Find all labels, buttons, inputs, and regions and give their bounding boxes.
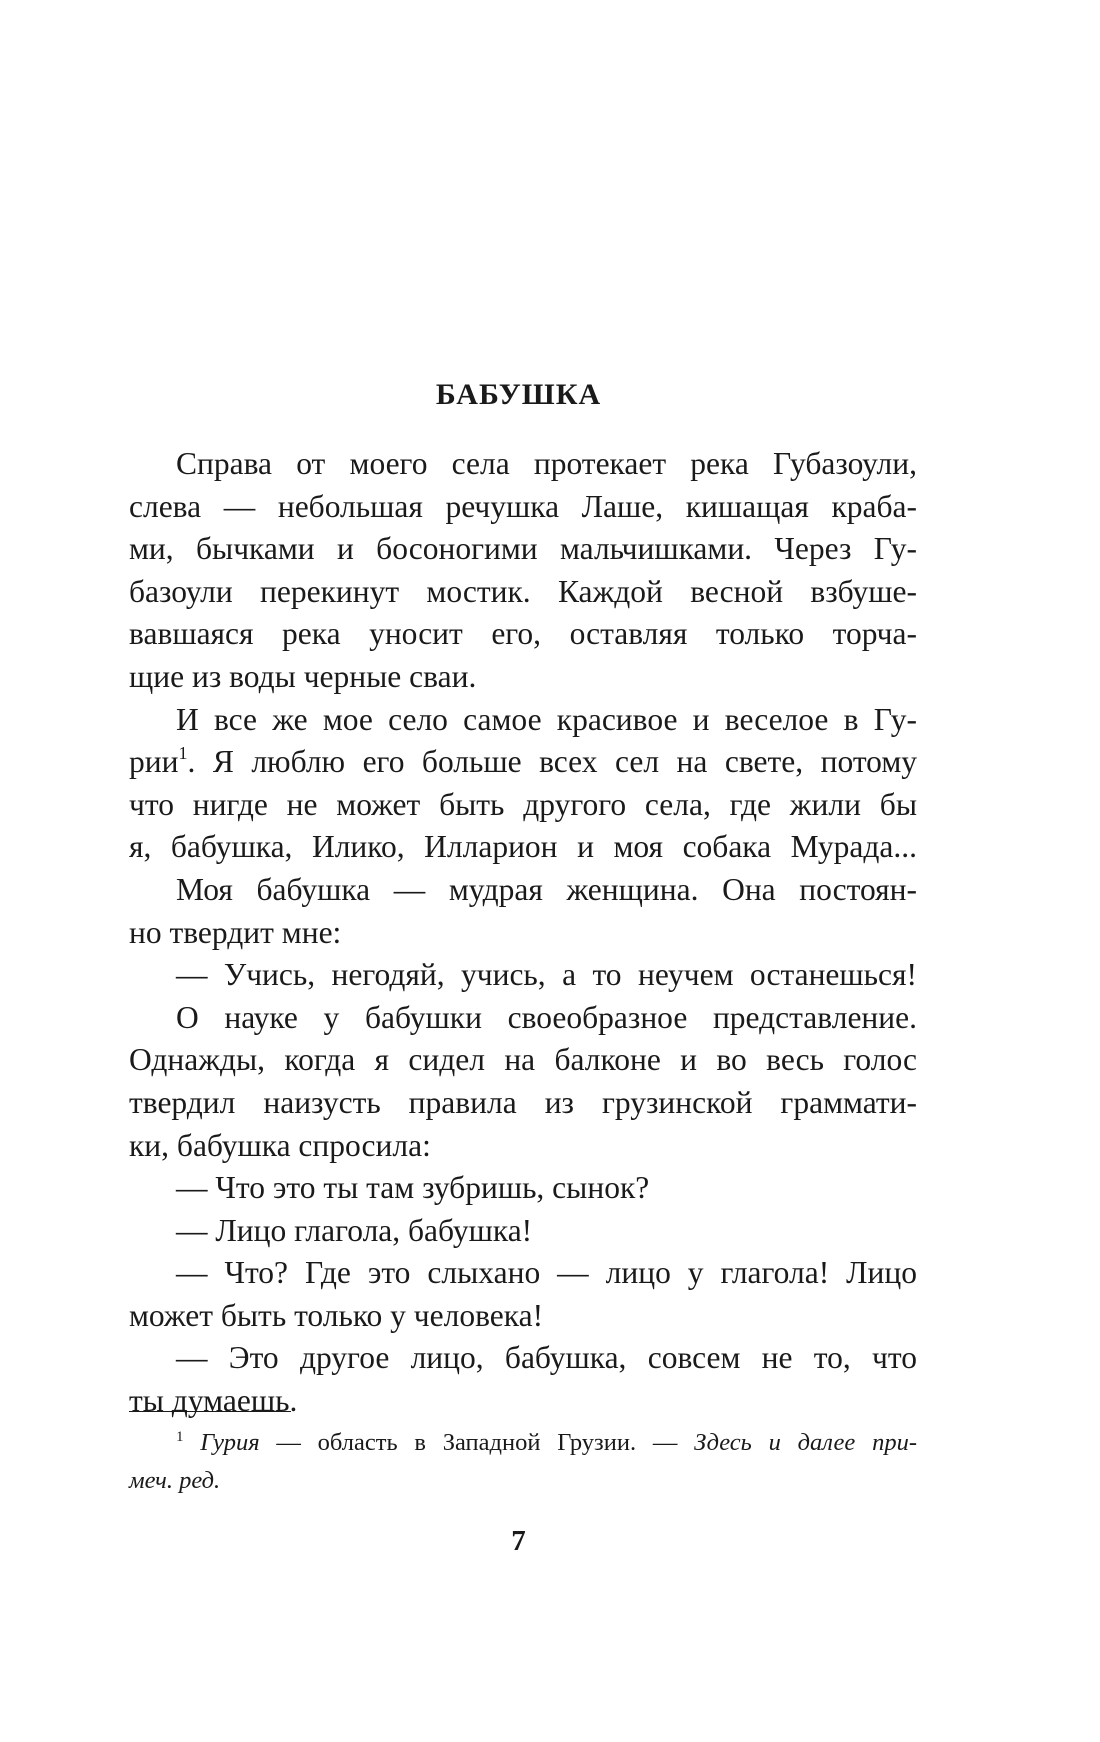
text-fragment: рии xyxy=(129,744,179,780)
footnote-term: Гурия xyxy=(200,1429,260,1456)
text-line: я, бабушка, Илико, Илларион и моя собака Мурада... xyxy=(129,829,917,865)
text-fragment: . Я люблю его больше всех сел на свете, потому xyxy=(187,744,917,780)
text-line: ты думаешь. xyxy=(129,1383,298,1419)
footnote-divider xyxy=(129,1411,291,1412)
text-line: базоули перекинут мостик. Каждой весной взбуше- xyxy=(129,573,917,609)
footnote-ref: 1 xyxy=(178,743,188,764)
text-line: может быть только у человека! xyxy=(129,1297,544,1333)
footnote-note: меч. ред. xyxy=(129,1467,221,1494)
text-line: но твердит мне: xyxy=(129,914,342,950)
text-line: слева — небольшая речушка Лаше, кишащая краба- xyxy=(129,488,917,524)
footnote-line xyxy=(129,1424,917,1462)
text-line: — Что это ты там зубришь, сынок? xyxy=(176,1170,650,1206)
text-line: — Учись, негодяй, учись, а то неучем останешься! xyxy=(176,957,917,993)
text-line: что нигде не может быть другого села, где жили бы xyxy=(129,786,917,822)
text-line: О науке у бабушки своеобразное представление. xyxy=(176,999,917,1035)
footnote xyxy=(129,1424,917,1500)
footnote-text: — область в Западной Грузии. — xyxy=(259,1429,695,1456)
page-number: 7 xyxy=(511,1525,526,1557)
footnote-line xyxy=(129,1462,917,1500)
footnote-note: Здесь и далее при- xyxy=(694,1429,917,1456)
text-line: вавшаяся река уносит его, оставляя только торча- xyxy=(129,616,917,652)
text-line: — Что? Где это слыхано — лицо у глагола! Лицо xyxy=(176,1255,917,1291)
text-line: ми, бычками и босоногими мальчишками. Через Гу- xyxy=(129,531,917,567)
text-line: — Это другое лицо, бабушка, совсем не то, что xyxy=(176,1340,917,1376)
footnote-marker: 1 xyxy=(176,1429,184,1445)
text-line: твердил наизусть правила из грузинской граммати- xyxy=(129,1084,917,1120)
text-line xyxy=(129,741,917,784)
text-line: щие из воды черные сваи. xyxy=(129,658,477,694)
chapter-title: БАБУШКА xyxy=(435,378,602,411)
text-line: Справа от моего села протекает река Губазоули, xyxy=(176,446,917,481)
body-text xyxy=(129,443,917,1423)
text-line: ки, бабушка спросила: xyxy=(129,1127,431,1163)
text-line: Однажды, когда я сидел на балконе и во весь голос xyxy=(129,1042,917,1078)
text-line: И все же мое село самое красивое и веселое в Гу- xyxy=(176,701,917,737)
text-line: Моя бабушка — мудрая женщина. Она постоян- xyxy=(176,871,917,907)
text-line: — Лицо глагола, бабушка! xyxy=(176,1212,533,1248)
